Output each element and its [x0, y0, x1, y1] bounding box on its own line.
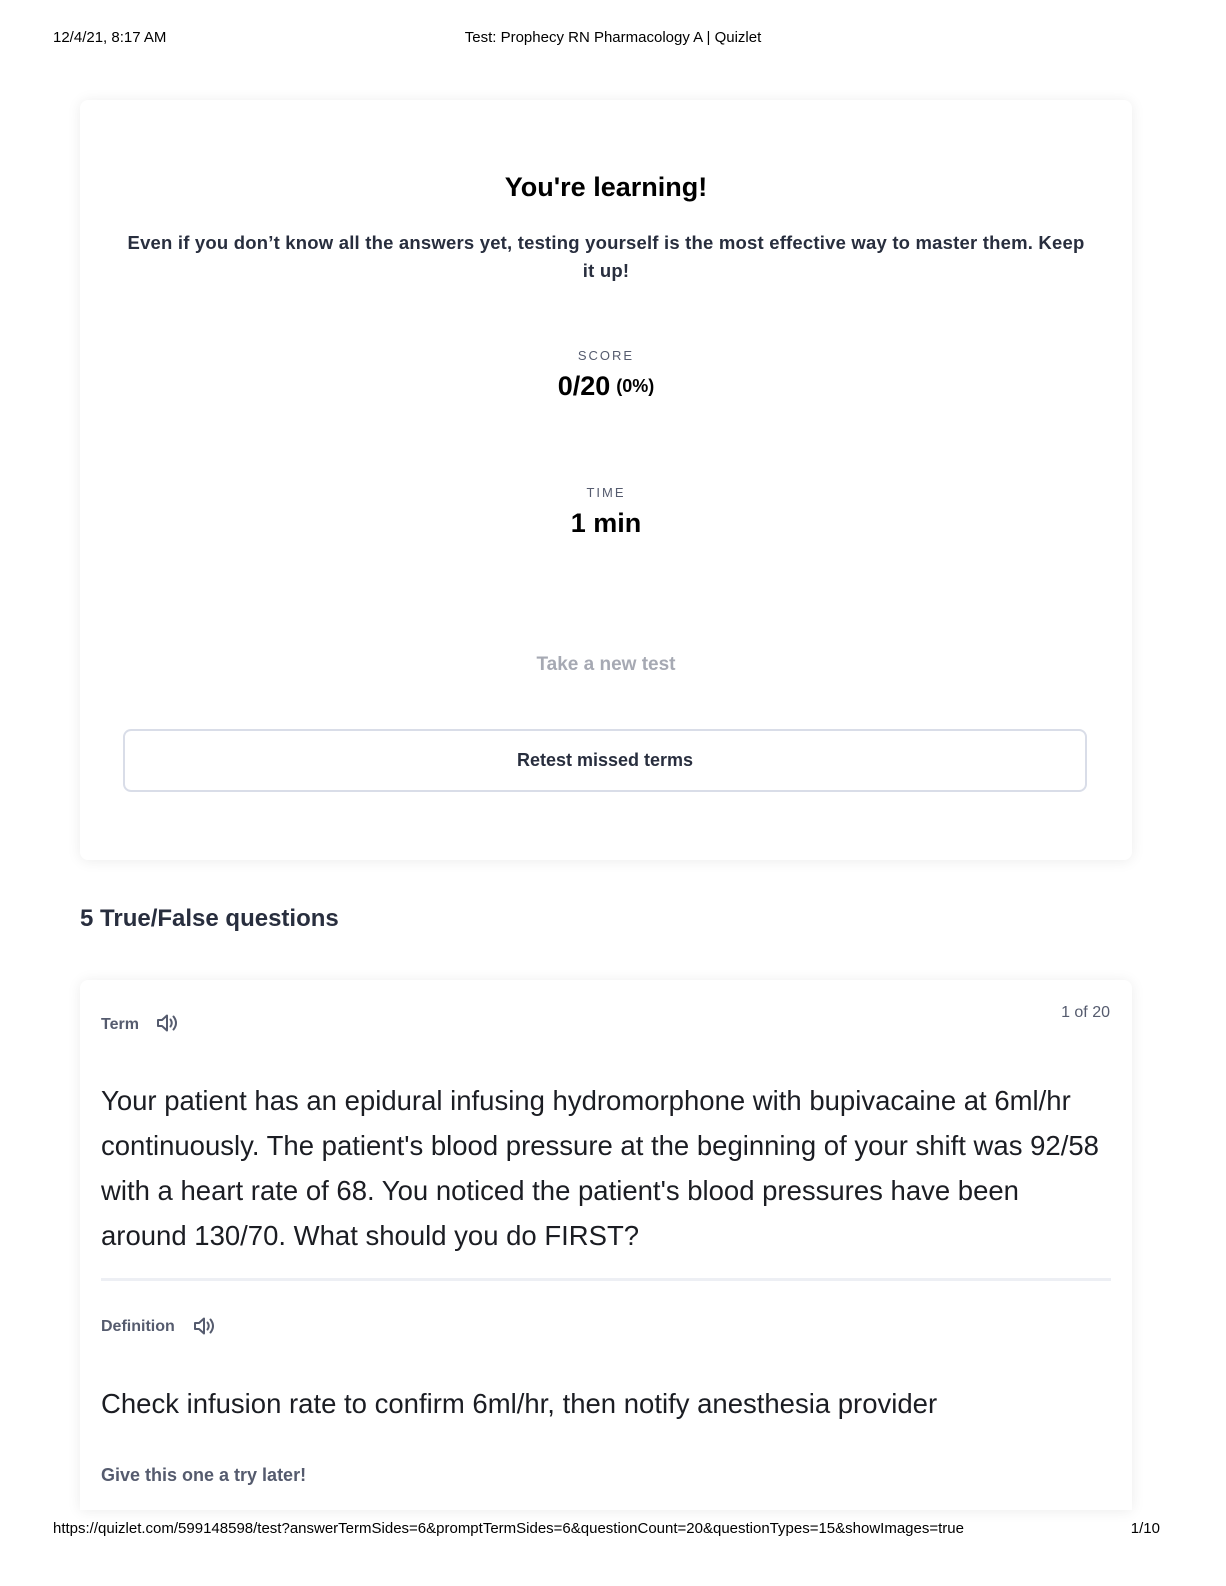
score-value: 0/20 — [557, 371, 611, 401]
definition-text: Check infusion rate to confirm 6ml/hr, then notify anesthesia provider — [101, 1388, 938, 1419]
term-label: Term — [101, 1016, 139, 1033]
print-footer — [0, 1520, 1226, 1540]
section-heading: 5 True/False questions — [80, 905, 339, 932]
speaker-icon[interactable] — [155, 1012, 179, 1034]
time-value: 1 min — [570, 508, 642, 538]
result-message: Even if you don’t know all the answers yet, testing yourself is the most effective way to master them. Keep it up! — [127, 232, 1085, 281]
retest-missed-terms-button[interactable]: Retest missed terms — [123, 729, 1087, 792]
print-page-number: 1/10 — [1130, 1520, 1160, 1537]
take-new-test-link[interactable]: Take a new test — [536, 654, 676, 675]
question-counter: 1 of 20 — [1061, 1004, 1110, 1021]
print-page-title: Test: Prophecy RN Pharmacology A | Quizlet — [464, 29, 762, 46]
question-card — [80, 980, 1132, 1510]
result-card — [80, 100, 1132, 860]
divider — [101, 1278, 1111, 1281]
print-url: https://quizlet.com/599148598/test?answerTermSides=6&promptTermSides=6&questionCount=20&questionTypes=15&showImages=true — [53, 1520, 964, 1537]
definition-label: Definition — [101, 1318, 175, 1335]
try-later-link[interactable]: Give this one a try later! — [101, 1465, 307, 1485]
score-label: SCORE — [577, 348, 635, 363]
result-title: You're learning! — [504, 172, 708, 202]
print-header — [0, 29, 1226, 49]
score-percent: (0%) — [616, 376, 655, 396]
time-label: TIME — [586, 485, 626, 500]
score-value-row — [80, 371, 1132, 402]
speaker-icon[interactable] — [192, 1315, 216, 1337]
term-text: Your patient has an epidural infusing hydromorphone with bupivacaine at 6ml/hr continuously. The patient's blood pressure at the beginning of your shift was 92/58 with a heart rate of 68. You noticed the patient's blood pressures have been around 130/70. What should you do FIRST? — [101, 1085, 1099, 1251]
print-datetime: 12/4/21, 8:17 AM — [53, 29, 167, 46]
